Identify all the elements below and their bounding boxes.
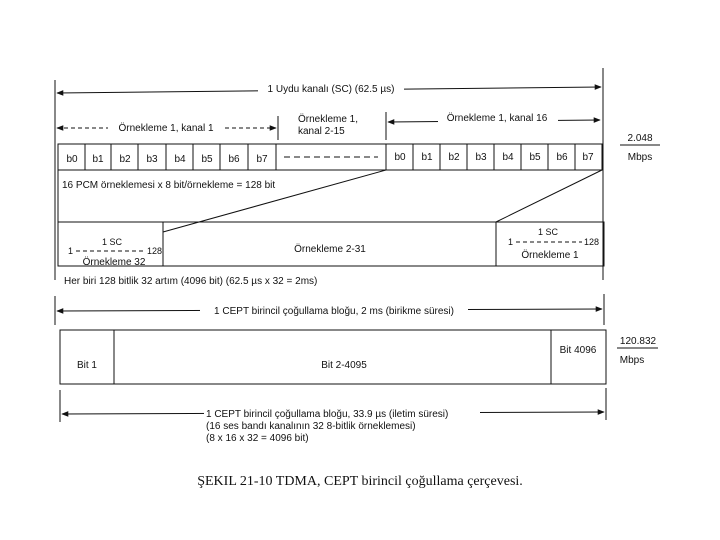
left-range-start: 1 [68, 246, 74, 256]
bottom-note-line2: (8 x 16 x 32 = 4096 bit) [206, 433, 309, 444]
bit-label: b4 [174, 154, 186, 165]
right-range-start: 1 [508, 237, 514, 247]
right-sample-label: Örnekleme 1 [521, 250, 579, 261]
bit-label: b0 [394, 152, 406, 163]
bit-label: b1 [421, 152, 433, 163]
top-rate-unit: Mbps [627, 152, 653, 163]
bit-label: b6 [228, 154, 240, 165]
cept-block-33us-label: 1 CEPT birincil çoğullama bloğu, 33.9 µs (iletim süresi) [206, 409, 449, 420]
bit-label: b2 [119, 154, 131, 165]
bit-label: b5 [529, 152, 541, 163]
figure-caption: ŞEKIL 21-10 TDMA, CEPT birincil çoğullama çerçevesi. [197, 474, 523, 489]
bit-label: b6 [556, 152, 568, 163]
bottom-note-line1: (16 ses bandı kanalının 32 8-bitlik örneklemesi) [206, 421, 416, 432]
bit-label: b4 [502, 152, 514, 163]
left-range-end: 128 [147, 246, 163, 256]
bit-label: b5 [201, 154, 213, 165]
satellite-channel-label: 1 Uydu kanalı (SC) (62.5 µs) [267, 84, 395, 95]
bottom-rate-value: 120.832 [619, 336, 657, 347]
right-range-end: 128 [584, 237, 600, 247]
sample1-ch2-15-line2: kanal 2-15 [298, 126, 345, 137]
bit-last-label: Bit 4096 [559, 345, 597, 356]
center-sample-label: Örnekleme 2-31 [294, 244, 366, 255]
sample1-ch2-15-line1: Örnekleme 1, [298, 114, 359, 125]
left-sample-label: Örnekleme 32 [82, 257, 146, 268]
right-sc-label: 1 SC [537, 227, 559, 237]
bit-label: b0 [66, 154, 78, 165]
bit-block-row [60, 330, 606, 384]
bit-label: b7 [582, 152, 594, 163]
cept-block-2ms-label: 1 CEPT birincil çoğullama bloğu, 2 ms (birikme süresi) [214, 306, 454, 317]
bit-label: b1 [92, 154, 104, 165]
bit-label: b2 [448, 152, 460, 163]
bit-label: b3 [475, 152, 487, 163]
sample1-ch16-label: Örnekleme 1, kanal 16 [446, 113, 548, 124]
left-sc-label: 1 SC [101, 237, 123, 247]
sample1-ch1-label: Örnekleme 1, kanal 1 [118, 123, 214, 134]
bit-label: b3 [146, 154, 158, 165]
bit-label: b7 [256, 154, 268, 165]
bottom-rate-unit: Mbps [619, 355, 645, 366]
middle-note: Her biri 128 bitlik 32 artım (4096 bit) (62.5 µs x 32 = 2ms) [64, 276, 318, 287]
bits-mid-label: Bit 2-4095 [321, 360, 367, 371]
expansion-line-right [496, 170, 602, 222]
bit-block-frame [60, 330, 606, 384]
bit1-label: Bit 1 [76, 360, 98, 371]
top-rate-value: 2.048 [627, 133, 653, 144]
sample-row [58, 222, 604, 268]
pcm-note: 16 PCM örneklemesi x 8 bit/örnekleme = 128 bit [62, 180, 276, 191]
bit-row [58, 144, 602, 170]
